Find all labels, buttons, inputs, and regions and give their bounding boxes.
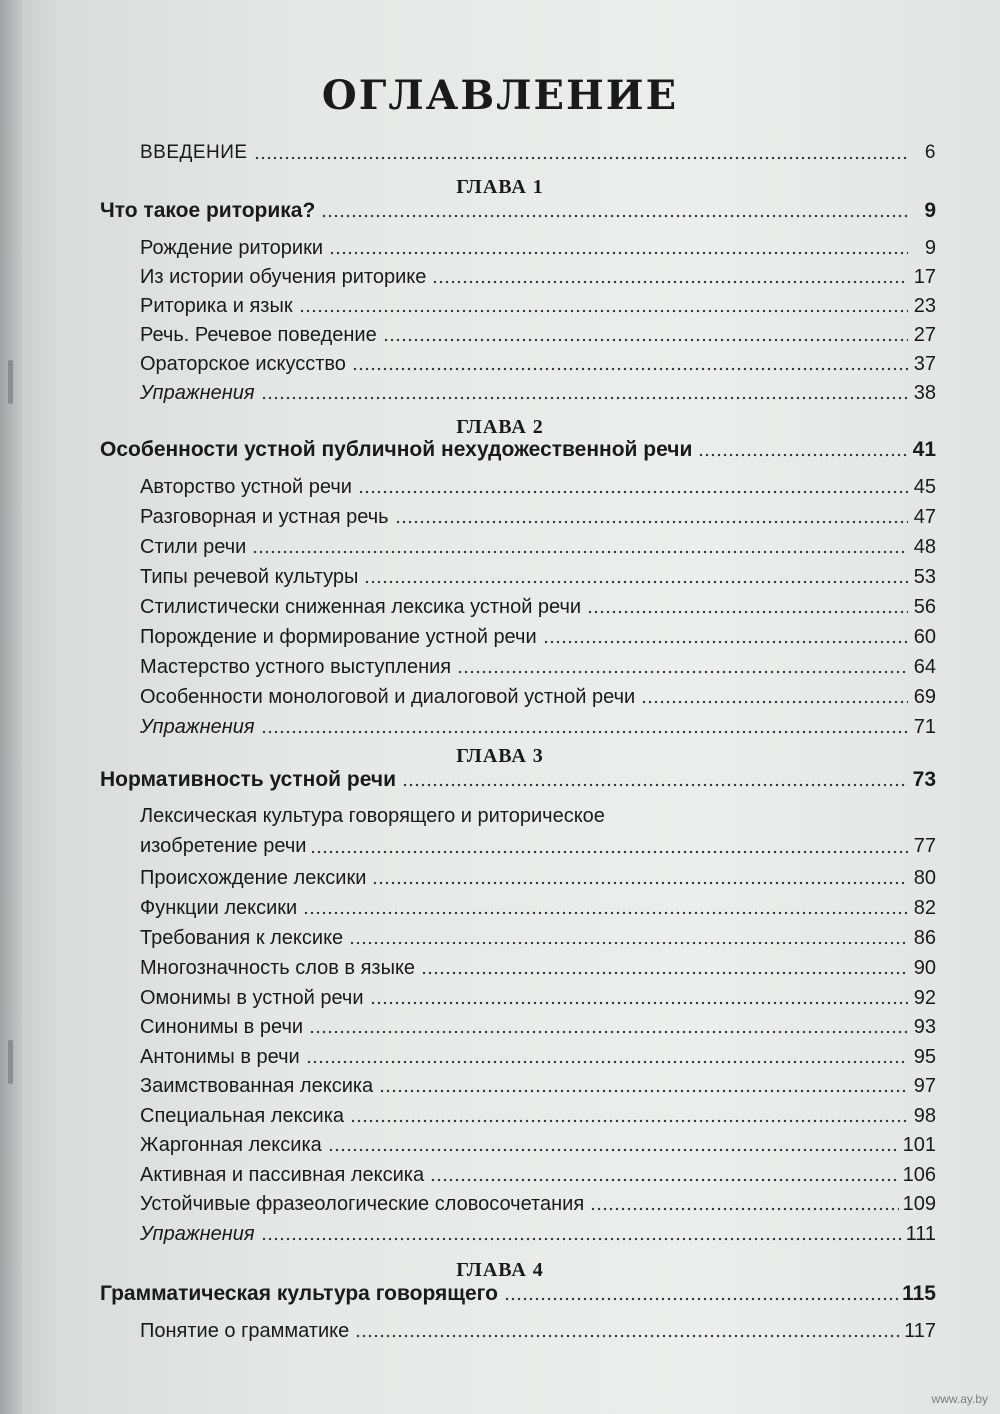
toc-entry-multiline xyxy=(140,801,936,861)
chapter-title-entry xyxy=(100,432,936,462)
toc-entry-page: 111 xyxy=(905,1223,936,1245)
watermark: www.ay.by xyxy=(931,1392,988,1406)
chapter-title: Особенности устной публичной нехудожественной речи xyxy=(100,438,693,461)
toc-entry-label: Специальная лексика xyxy=(140,1105,345,1127)
dot-leader xyxy=(349,941,908,945)
toc-entry-label: Из истории обучения риторике xyxy=(140,266,427,288)
toc-entry-label: Особенности монологовой и диалоговой устной речи xyxy=(140,686,636,708)
toc-entry xyxy=(140,499,936,529)
dot-leader xyxy=(379,1089,908,1093)
dot-leader xyxy=(432,280,908,284)
dot-leader xyxy=(309,1030,908,1034)
toc-entry xyxy=(140,559,936,589)
chapter-heading: ГЛАВА 1 xyxy=(456,176,544,198)
toc-entry xyxy=(140,469,936,499)
toc-entry-page: 6 xyxy=(924,142,936,163)
dot-leader xyxy=(358,490,908,494)
toc-entry xyxy=(140,317,936,347)
toc-entry-label: Антонимы в речи xyxy=(140,1046,300,1068)
toc-entry-page: 90 xyxy=(913,957,936,979)
toc-entry-intro xyxy=(140,135,936,165)
dot-leader xyxy=(352,367,908,371)
toc-entry-page: 77 xyxy=(913,835,936,857)
dot-leader xyxy=(402,783,908,787)
toc-entry xyxy=(140,1098,936,1128)
chapter-page: 41 xyxy=(912,438,936,461)
toc-entry-exercises xyxy=(140,709,936,739)
toc-entry xyxy=(140,589,936,619)
toc-entry xyxy=(140,1157,936,1187)
toc-entry xyxy=(140,1313,936,1343)
dot-leader xyxy=(329,251,908,255)
toc-entry xyxy=(140,1186,936,1216)
chapter-title: Нормативность устной речи xyxy=(100,768,396,791)
dot-leader xyxy=(590,1207,898,1211)
dot-leader xyxy=(370,1001,908,1005)
toc-entry-page: 95 xyxy=(913,1046,936,1068)
toc-entry-page: 64 xyxy=(913,656,936,678)
toc-entry-label: Ораторское искусство xyxy=(140,353,346,375)
chapter-heading: ГЛАВА 3 xyxy=(456,745,544,767)
dot-leader xyxy=(261,396,908,400)
toc-entry-label-line2: изобретение речи xyxy=(140,835,307,857)
toc-entry xyxy=(140,980,936,1010)
dot-leader xyxy=(421,971,908,975)
toc-entry-page: 56 xyxy=(913,596,936,618)
toc-entry-label: Авторство устной речи xyxy=(140,476,352,498)
chapter-title-entry xyxy=(100,193,936,223)
dot-leader xyxy=(321,214,908,218)
toc-entry xyxy=(140,1009,936,1039)
dot-leader xyxy=(395,520,908,524)
toc-entry-page: 60 xyxy=(913,626,936,648)
toc-entry-page: 48 xyxy=(913,536,936,558)
toc-entry-label: Омонимы в устной речи xyxy=(140,987,364,1009)
toc-entry xyxy=(140,619,936,649)
toc-entry-label: Речь. Речевое поведение xyxy=(140,324,377,346)
toc-entry xyxy=(140,346,936,376)
chapter-heading: ГЛАВА 2 xyxy=(456,416,544,438)
dot-leader xyxy=(372,881,908,885)
chapter-heading: ГЛАВА 4 xyxy=(456,1259,544,1281)
toc-entry-page: 45 xyxy=(913,476,936,498)
toc-entry-page: 37 xyxy=(913,353,936,375)
toc-entry-page: 101 xyxy=(902,1134,936,1156)
toc-entry-page: 38 xyxy=(913,382,936,404)
chapter-page: 73 xyxy=(912,768,936,791)
dot-leader xyxy=(350,1119,908,1123)
toc-entry-label: Происхождение лексики xyxy=(140,867,367,889)
toc-entry-label: Устойчивые фразеологические словосочетания xyxy=(140,1193,585,1215)
toc-entry-label: Рождение риторики xyxy=(140,237,323,259)
dot-leader xyxy=(252,550,908,554)
toc-entry-page: 82 xyxy=(913,897,936,919)
dot-leader xyxy=(299,309,908,313)
toc-entry-page: 9 xyxy=(924,237,936,259)
toc-entry-label: Жаргонная лексика xyxy=(140,1134,322,1156)
book-spine xyxy=(0,0,22,1414)
toc-entry-label-line1: Лексическая культура говорящего и риторическое xyxy=(140,805,605,827)
dot-leader xyxy=(303,911,908,915)
toc-entry xyxy=(140,920,936,950)
dot-leader xyxy=(543,640,908,644)
toc-entry-label: Упражнения xyxy=(140,1223,255,1245)
toc-entry xyxy=(140,679,936,709)
toc-entry-label: Многозначность слов в языке xyxy=(140,957,416,979)
toc-entry-page: 27 xyxy=(913,324,936,346)
dot-leader xyxy=(328,1148,899,1152)
toc-entry-page: 23 xyxy=(913,295,936,317)
chapter-page: 115 xyxy=(902,1282,936,1305)
dot-leader xyxy=(457,670,908,674)
toc-entry-label: ВВЕДЕНИЕ xyxy=(140,142,248,163)
toc-entry-label: Стили речи xyxy=(140,536,247,558)
toc-entry xyxy=(140,1039,936,1069)
toc-entry-label: Активная и пассивная лексика xyxy=(140,1164,425,1186)
dot-leader xyxy=(310,850,908,854)
toc-entry-label: Функции лексики xyxy=(140,897,298,919)
chapter-page: 9 xyxy=(924,199,936,222)
chapter-title: Что такое риторика? xyxy=(100,199,316,222)
toc-entry xyxy=(140,950,936,980)
dot-leader xyxy=(383,338,908,342)
dot-leader xyxy=(698,453,908,457)
toc-entry-label: Синонимы в речи xyxy=(140,1016,304,1038)
toc-entry-label: Порождение и формирование устной речи xyxy=(140,626,537,648)
toc-entry-label: Заимствованная лексика xyxy=(140,1075,374,1097)
toc-entry-label: Понятие о грамматике xyxy=(140,1320,350,1342)
dot-leader xyxy=(504,1297,898,1301)
toc-entry-page: 71 xyxy=(913,716,936,738)
toc-entry-label: Требования к лексике xyxy=(140,927,344,949)
chapter-title: Грамматическая культура говорящего xyxy=(100,1282,498,1305)
dot-leader xyxy=(306,1060,908,1064)
toc-entry-label: Риторика и язык xyxy=(140,295,293,317)
toc-entry-label: Упражнения xyxy=(140,382,255,404)
toc-entry-label: Мастерство устного выступления xyxy=(140,656,452,678)
toc-entry-page: 117 xyxy=(904,1320,936,1342)
dot-leader xyxy=(254,156,908,160)
toc-entry xyxy=(140,649,936,679)
dot-leader xyxy=(587,610,908,614)
toc-entry-exercises xyxy=(140,1216,936,1246)
staple xyxy=(8,360,13,404)
toc-entry-label: Упражнения xyxy=(140,716,255,738)
toc-entry-page: 106 xyxy=(902,1164,936,1186)
toc-entry-page: 47 xyxy=(913,506,936,528)
dot-leader xyxy=(364,580,908,584)
staple xyxy=(8,1040,13,1084)
dot-leader xyxy=(641,700,908,704)
toc-entry-page: 86 xyxy=(913,927,936,949)
toc-entry-exercises xyxy=(140,375,936,405)
toc-entry-page: 109 xyxy=(902,1193,936,1215)
toc-entry xyxy=(140,288,936,318)
dot-leader xyxy=(261,730,908,734)
dot-leader xyxy=(355,1334,900,1338)
toc-entry xyxy=(140,890,936,920)
toc-entry-page: 53 xyxy=(913,566,936,588)
toc-entry-page: 98 xyxy=(913,1105,936,1127)
toc-entry xyxy=(140,259,936,289)
toc-entry xyxy=(140,1068,936,1098)
toc-entry-label: Разговорная и устная речь xyxy=(140,506,389,528)
toc-entry-page: 17 xyxy=(913,266,936,288)
toc-entry-page: 69 xyxy=(913,686,936,708)
chapter-title-entry xyxy=(100,762,936,792)
page-title: ОГЛАВЛЕНИЕ xyxy=(321,72,679,119)
dot-leader xyxy=(261,1237,902,1241)
toc-entry-page: 93 xyxy=(913,1016,936,1038)
chapter-title-entry xyxy=(100,1276,936,1306)
toc-entry xyxy=(140,1127,936,1157)
toc-entry xyxy=(140,860,936,890)
toc-entry-page: 80 xyxy=(913,867,936,889)
toc-entry-label: Типы речевой культуры xyxy=(140,566,359,588)
toc-entry xyxy=(140,529,936,559)
toc-entry-label: Стилистически сниженная лексика устной речи xyxy=(140,596,582,618)
dot-leader xyxy=(430,1178,899,1182)
toc-entry-page: 97 xyxy=(913,1075,936,1097)
toc-entry xyxy=(140,230,936,260)
toc-entry-page: 92 xyxy=(913,987,936,1009)
